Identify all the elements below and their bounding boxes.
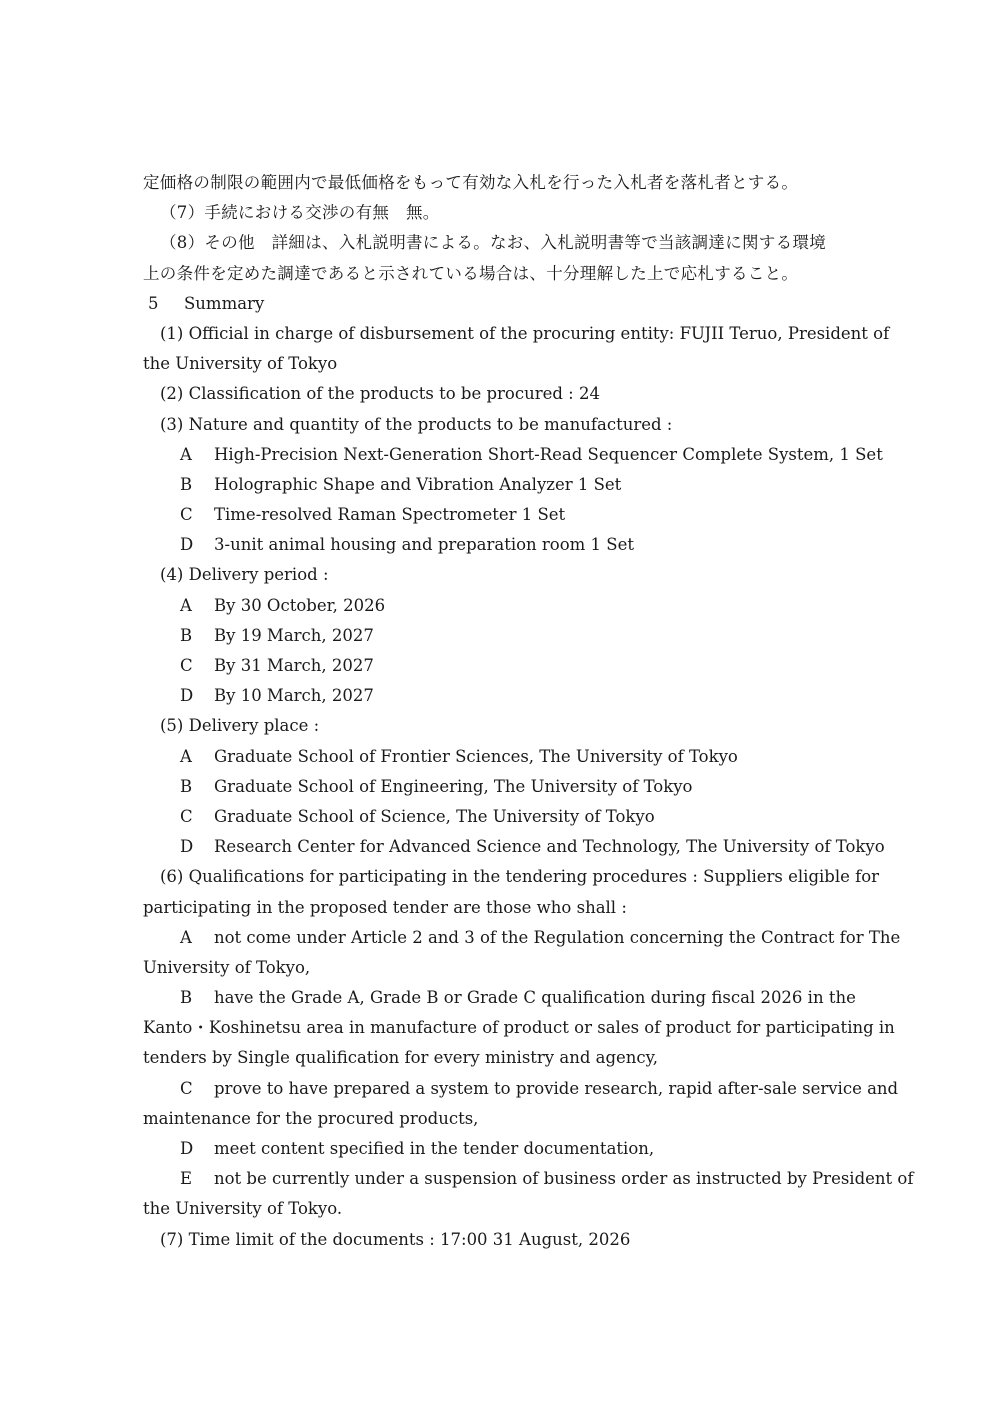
item-text: not come under Article 2 and 3 of the Regulation concerning the Contract for The	[214, 927, 901, 947]
item-letter: C	[180, 656, 193, 675]
classification-line: (2) Classification of the products to be procured : 24	[160, 384, 600, 404]
item-letter: C	[180, 505, 193, 525]
item-letter: B	[180, 625, 193, 645]
summary-title: Summary	[184, 293, 265, 313]
summary-heading	[143, 289, 863, 319]
qualification-b-line-2: Kanto・Koshinetsu area in manufacture of product or sales of product for participating in	[143, 1018, 895, 1038]
delivery-period-item-b	[143, 621, 863, 651]
item-text: not be currently under a suspension of business order as instructed by President of	[214, 1169, 914, 1189]
item-text: Graduate School of Science, The University of Tokyo	[214, 806, 655, 826]
qualifications-line-1: (6) Qualifications for participating in the tendering procedures : Suppliers eligible for	[160, 867, 880, 887]
item-letter: B	[180, 474, 193, 494]
official-line-2: the University of Tokyo	[143, 354, 338, 374]
item-text: 3-unit animal housing and preparation room 1 Set	[214, 535, 635, 555]
delivery-place-item-b	[143, 772, 863, 802]
delivery-place-item-c	[143, 802, 863, 832]
item-letter: C	[180, 806, 193, 826]
item-text: By 10 March, 2027	[214, 686, 374, 706]
item-letter: D	[180, 837, 194, 857]
nature-heading: (3) Nature and quantity of the products to be manufactured :	[160, 414, 673, 434]
item-text: Graduate School of Frontier Sciences, The University of Tokyo	[214, 746, 738, 766]
item-letter: A	[180, 927, 192, 947]
item-letter: C	[180, 1078, 193, 1098]
qualification-d-line-1	[143, 1134, 863, 1164]
delivery-period-item-d	[143, 681, 863, 711]
item-letter: B	[180, 988, 193, 1008]
item-text: have the Grade A, Grade B or Grade C qualification during fiscal 2026 in the	[214, 988, 856, 1008]
delivery-place-item-d	[143, 832, 885, 862]
time-limit-line: (7) Time limit of the documents : 17:00 31 August, 2026	[160, 1229, 631, 1249]
item-text: By 31 March, 2027	[214, 656, 374, 675]
jp-paragraph-line-1: 定価格の制限の範囲内で最低価格をもって有効な入札を行った入札者を落札者とする。	[143, 173, 799, 192]
qualification-e-line-1	[143, 1164, 914, 1194]
delivery-place-heading: (5) Delivery place :	[160, 716, 320, 736]
item-text: By 30 October, 2026	[214, 595, 386, 615]
item-text: prove to have prepared a system to provide research, rapid after-sale service and	[214, 1078, 899, 1098]
jp-item-8-other-line-2: 上の条件を定めた調達であると示されている場合は、十分理解した上で応札すること。	[143, 263, 799, 283]
nature-item-b	[143, 470, 863, 500]
qualification-a-line-2: University of Tokyo,	[143, 957, 311, 977]
delivery-period-item-a	[143, 591, 863, 621]
summary-number: 5	[148, 293, 159, 313]
item-letter: D	[180, 1139, 194, 1158]
item-text: Time-resolved Raman Spectrometer 1 Set	[214, 505, 566, 525]
qualification-b-line-1	[143, 983, 863, 1013]
item-text: Graduate School of Engineering, The University of Tokyo	[214, 776, 693, 796]
item-text: By 19 March, 2027	[214, 625, 374, 645]
item-text: Holographic Shape and Vibration Analyzer 1 Set	[214, 474, 622, 494]
nature-item-a	[143, 440, 883, 470]
item-text: High-Precision Next-Generation Short-Read Sequencer Complete System, 1 Set	[214, 444, 883, 464]
delivery-period-item-c	[143, 651, 863, 681]
qualification-c-line-2: maintenance for the procured products,	[143, 1108, 479, 1128]
delivery-period-heading: (4) Delivery period :	[160, 565, 329, 585]
official-line-1: (1) Official in charge of disbursement of the procuring entity: FUJII Teruo, President of	[160, 323, 890, 343]
qualifications-line-2: participating in the proposed tender are those who shall :	[143, 897, 627, 917]
delivery-place-item-a	[143, 742, 863, 772]
item-letter: A	[180, 444, 192, 464]
qualification-e-line-2: the University of Tokyo.	[143, 1199, 343, 1219]
qualification-a-line-1	[143, 923, 901, 953]
item-text: Research Center for Advanced Science and Technology, The University of Tokyo	[214, 837, 885, 857]
jp-item-8-other-line-1: （8）その他 詳細は、入札説明書による。なお、入札説明書等で当該調達に関する環境	[160, 233, 826, 253]
item-letter: E	[180, 1169, 193, 1189]
item-text: meet content specified in the tender documentation,	[214, 1139, 655, 1158]
item-letter: D	[180, 686, 194, 706]
nature-item-d	[143, 530, 863, 560]
item-letter: D	[180, 535, 194, 555]
item-letter: B	[180, 776, 193, 796]
document-page	[143, 168, 914, 1255]
item-letter: A	[180, 595, 192, 615]
jp-item-7-negotiation: （7）手続における交渉の有無 無。	[160, 203, 440, 223]
qualification-c-line-1	[143, 1074, 899, 1104]
item-letter: A	[180, 746, 192, 766]
nature-item-c	[143, 500, 863, 530]
qualification-b-line-3: tenders by Single qualification for every ministry and agency,	[143, 1048, 659, 1068]
